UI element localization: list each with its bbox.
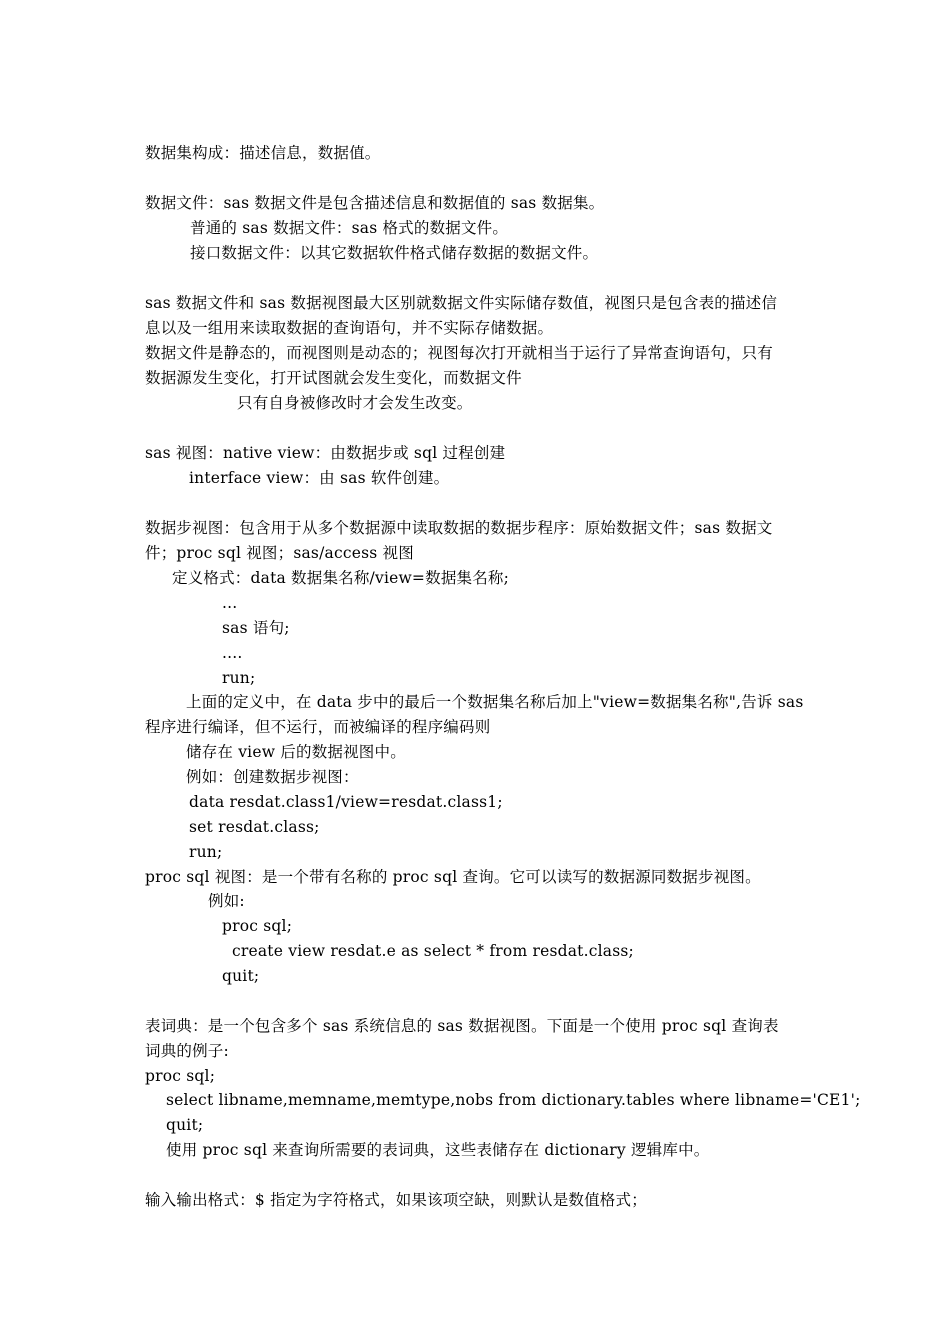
text-line: 数据源发生变化，打开试图就会发生变化，而数据文件 xyxy=(145,369,522,387)
text-line: 例如：创建数据步视图： xyxy=(186,768,359,786)
text-line: 数据文件是静态的，而视图则是动态的；视图每次打开就相当于运行了异常查询语句，只有 xyxy=(145,344,774,362)
text-line: 词典的例子: xyxy=(145,1042,229,1060)
text-line: 数据步视图：包含用于从多个数据源中读取数据的数据步程序：原始数据文件；sas 数据文 xyxy=(145,519,773,537)
code-line: proc sql; xyxy=(145,1067,216,1085)
text-line: 息以及一组用来读取数据的查询语句，并不实际存储数据。 xyxy=(145,319,554,337)
text-line: 例如: xyxy=(208,892,245,910)
code-line: data resdat.class1/view=resdat.class1; xyxy=(189,793,503,811)
code-line: select libname,memname,memtype,nobs from dictionary.tables where libname='CE1'; xyxy=(166,1091,861,1109)
text-line: 只有自身被修改时才会发生改变。 xyxy=(237,394,473,412)
text-line: sas 数据文件和 sas 数据视图最大区别就数据文件实际储存数值，视图只是包含表的描述信 xyxy=(145,294,778,312)
code-line: proc sql; xyxy=(222,917,293,935)
code-line: quit; xyxy=(166,1116,204,1134)
text-line: 数据文件：sas 数据文件是包含描述信息和数据值的 sas 数据集。 xyxy=(145,194,605,212)
text-line: 程序进行编译，但不运行，而被编译的程序编码则 xyxy=(145,718,491,736)
code-line: ... xyxy=(222,594,238,612)
text-line: sas 视图：native view：由数据步或 sql 过程创建 xyxy=(145,444,506,462)
code-line: run; xyxy=(189,843,223,861)
text-line: 使用 proc sql 来查询所需要的表词典，这些表储存在 dictionary 逻辑库中。 xyxy=(166,1141,710,1159)
text-line: 普通的 sas 数据文件：sas 格式的数据文件。 xyxy=(190,219,509,237)
text-line: 输入输出格式：$ 指定为字符格式，如果该项空缺，则默认是数值格式； xyxy=(145,1191,647,1209)
text-line: 接口数据文件：以其它数据软件格式储存数据的数据文件。 xyxy=(190,244,599,262)
text-line: interface view：由 sas 软件创建。 xyxy=(189,469,450,487)
code-line: .... xyxy=(222,644,243,662)
text-line: proc sql 视图：是一个带有名称的 proc sql 查询。它可以读写的数据源同数据步视图。 xyxy=(145,868,761,886)
text-line: 储存在 view 后的数据视图中。 xyxy=(186,743,406,761)
text-line: 定义格式：data 数据集名称/view=数据集名称; xyxy=(172,569,510,587)
code-line: sas 语句; xyxy=(222,619,290,637)
text-line: 数据集构成：描述信息，数据值。 xyxy=(145,144,381,162)
text-line: 件；proc sql 视图；sas/access 视图 xyxy=(145,544,414,562)
code-line: set resdat.class; xyxy=(189,818,320,836)
code-line: quit; xyxy=(222,967,260,985)
code-line: run; xyxy=(222,669,256,687)
text-line: 表词典：是一个包含多个 sas 系统信息的 sas 数据视图。下面是一个使用 proc sql 查询表 xyxy=(145,1017,779,1035)
text-line: 上面的定义中，在 data 步中的最后一个数据集名称后加上"view=数据集名称",告诉 sas xyxy=(186,693,804,711)
code-line: create view resdat.e as select * from resdat.class; xyxy=(232,942,634,960)
